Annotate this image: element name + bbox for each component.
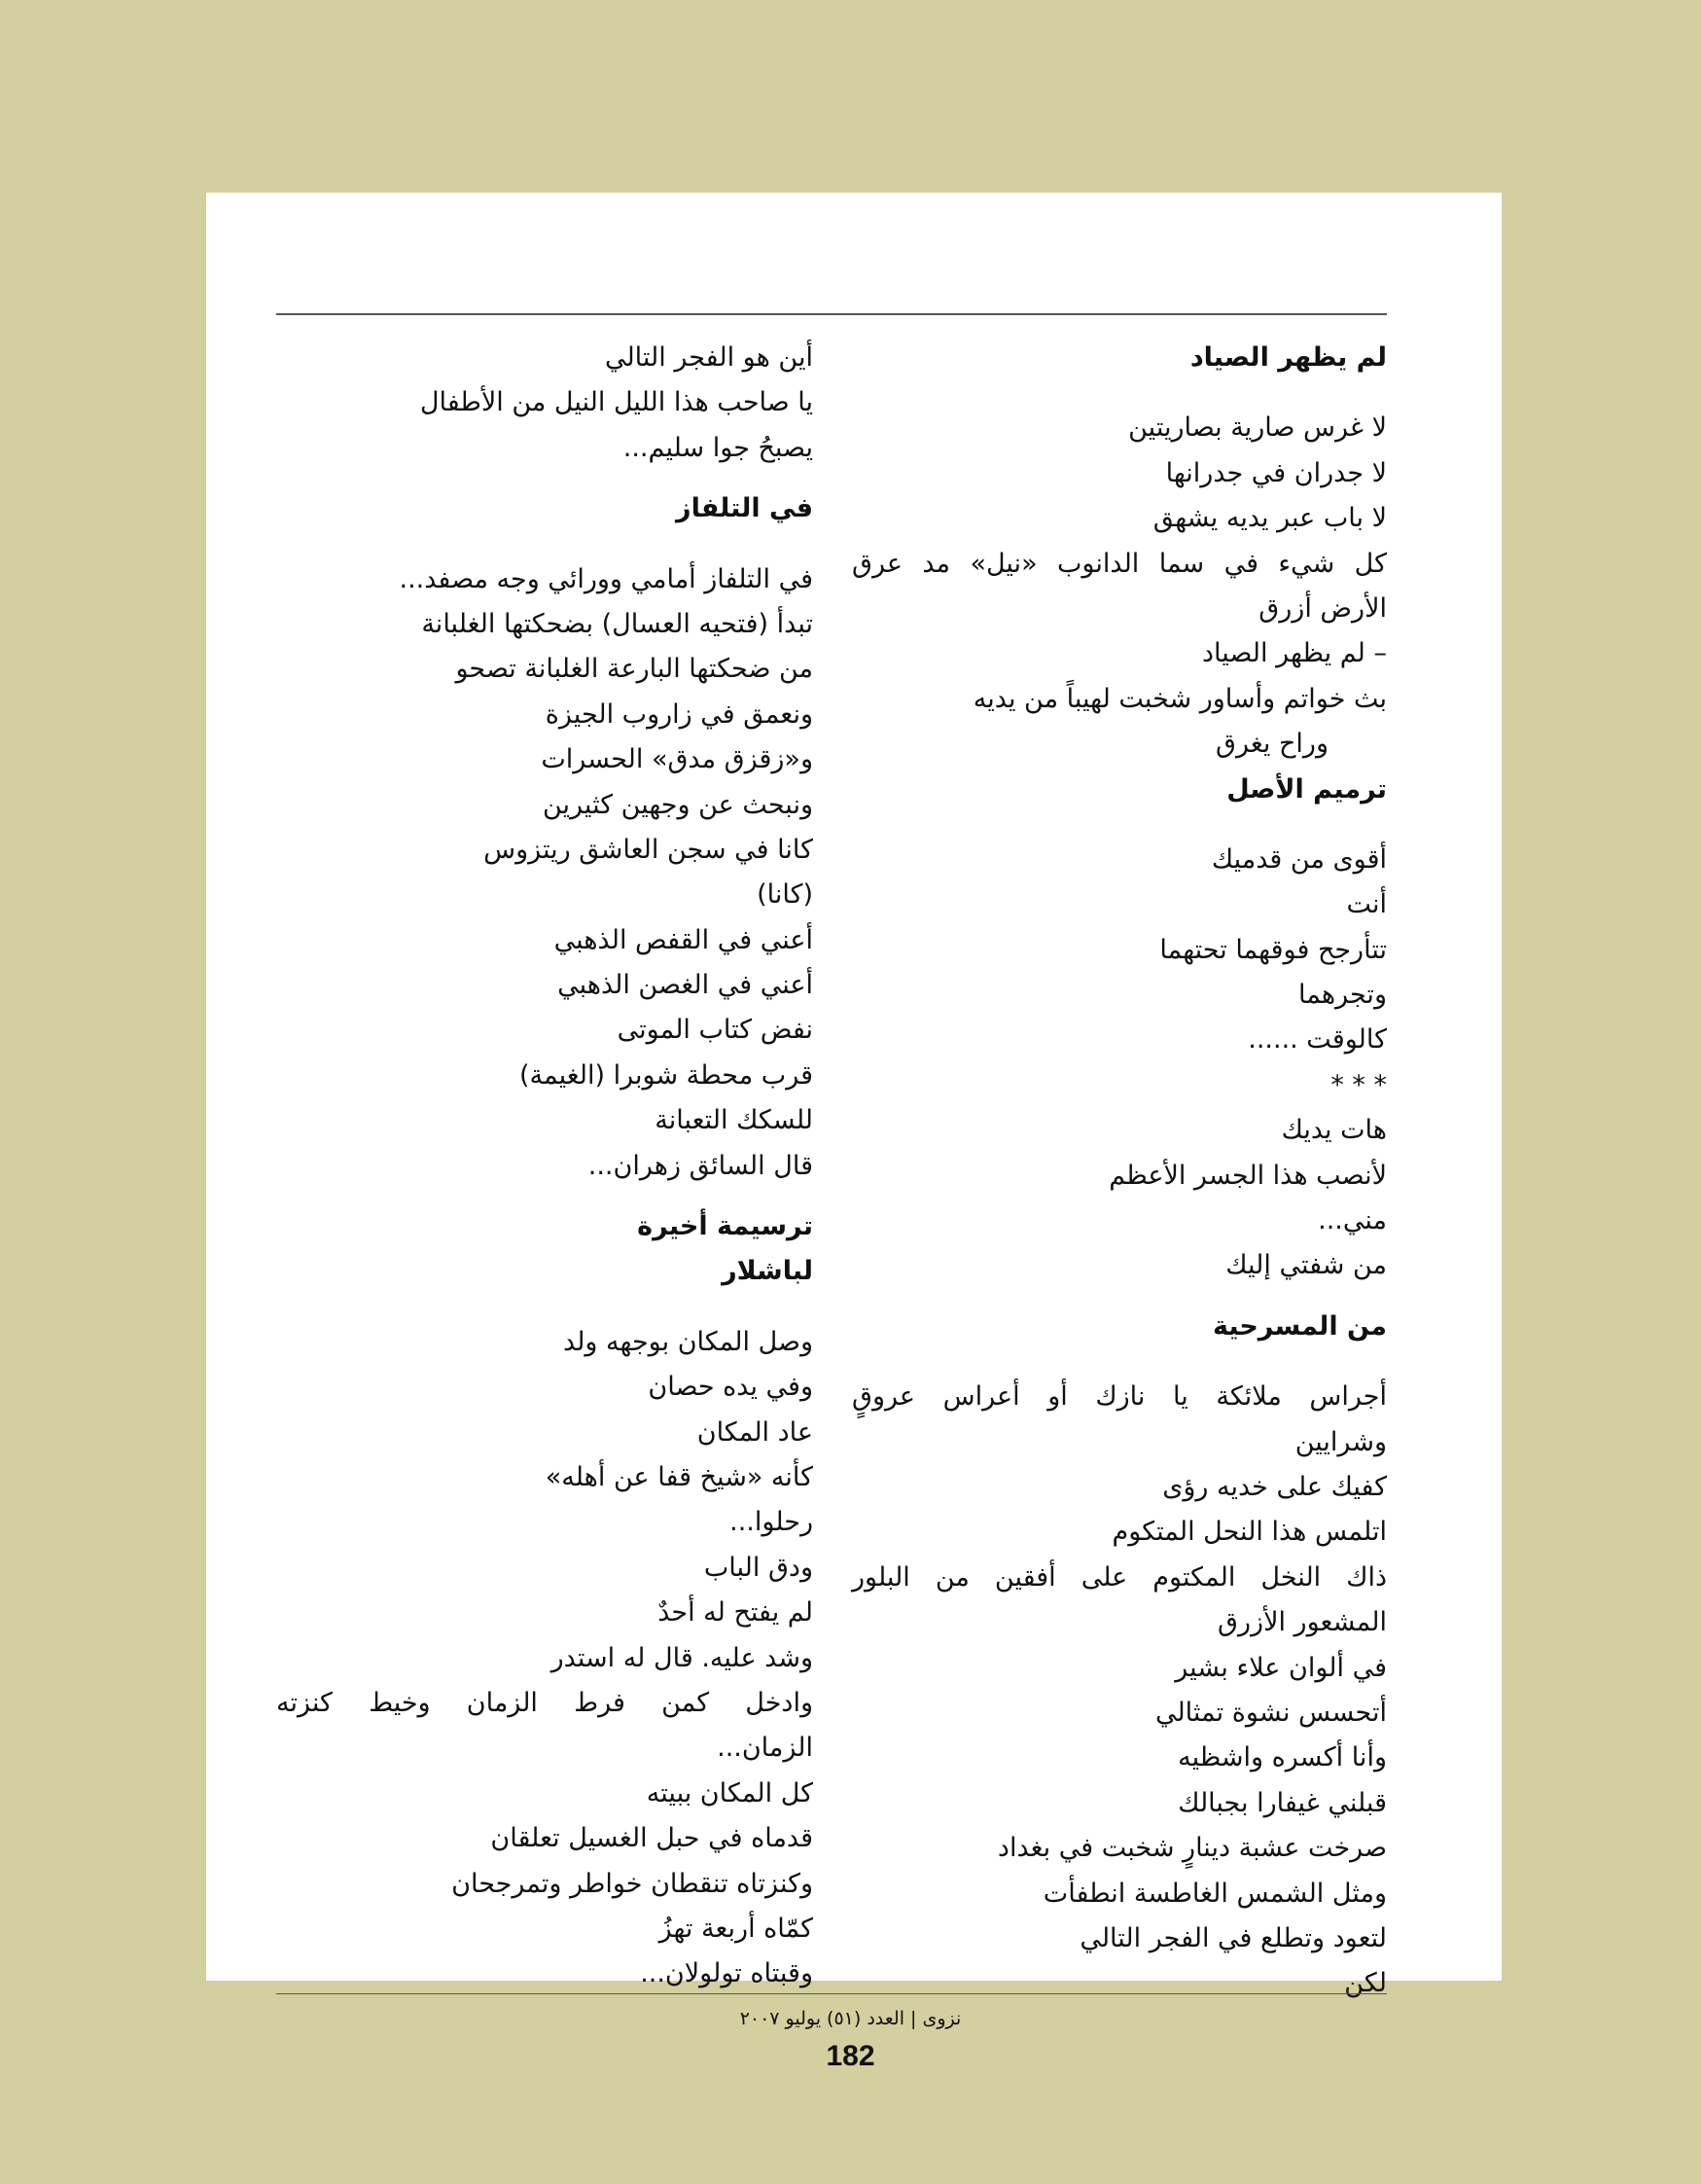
poem-line: أنت [1346,889,1387,920]
poem-line: كانا في سجن العاشق ريتزوس [483,834,813,865]
poem-line: كأنه «شيخ قفا عن أهله» [545,1461,813,1492]
poem-line: لا جدران في جدرانها [1165,457,1387,488]
poem-line: أعني في الغصن الذهبي [557,970,813,1001]
poem-line: ومثل الشمس الغاطسة انطفأت [1043,1878,1387,1909]
left-column [276,336,813,1997]
poem-line: وكنزتاه تنقطان خواطر وتمرجحان [451,1868,813,1899]
poem-line: أقوى من قدميك [1211,843,1387,875]
poem-line: بث خواتم وأساور شخبت لهيباً من يديه [973,683,1387,714]
poem-line: كل المكان ببيته [646,1777,813,1808]
poem-line: في التلفاز أمامي وورائي وجه مصفد... [399,563,813,594]
poem-line: وشد عليه. قال له استدر [550,1642,813,1673]
spacer [276,1295,813,1320]
poem-line: ونعمق في زاروب الجيزة [545,698,813,730]
poem-line: قرب محطة شوبرا (الغيمة) [518,1059,813,1091]
poem-line: كمّاه أربعة تهزُ [658,1913,813,1944]
right-column [852,336,1387,2007]
poem-line: ونبحث عن وجهين كثيرين [542,789,813,820]
poem-line: الأرض أزرق [1258,592,1387,624]
poem-line: وراح يغرق [1216,729,1329,760]
spacer [852,1349,1387,1375]
poem-line: نفض كتاب الموتى [617,1015,813,1046]
poem-line: * * * [1330,1069,1387,1100]
poem-line: و«زقزق مدق» الحسرات [541,744,813,775]
poem-line: لا باب عبر يديه يشهق [1152,503,1387,534]
poem-line: في ألوان علاء بشير [1175,1652,1387,1683]
poem-line: هات يديك [1281,1115,1387,1146]
spacer [276,532,813,557]
poem-line: مني... [1318,1205,1387,1236]
poem-line: تبدأ (فتحيه العسال) بضحكتها الغلبانة [421,608,813,639]
poem-line: ذاك النخل المكتوم على أفقين من البلور [852,1561,1387,1593]
poem-line: يصبحُ جوا سليم... [622,432,813,463]
spacer [852,1289,1387,1305]
poem-line: رحلوا... [729,1507,813,1538]
bottom-divider [276,1993,1387,1994]
poem-line: لأنصب هذا الجسر الأعظم [1109,1160,1387,1191]
poem-heading: لباشلار [722,1256,813,1287]
spacer [276,471,813,486]
poem-line: كفيك على خديه رؤى [1162,1471,1387,1502]
poem-heading: في التلفاز [676,493,813,524]
spacer [276,1189,813,1204]
poem-line: لا غرس صارية بصاريتين [1128,412,1387,444]
poem-line: من شفتي إليك [1225,1250,1387,1281]
spacer [852,812,1387,838]
poem-line: كالوقت ...... [1248,1024,1387,1056]
poem-line: أعني في القفص الذهبي [553,924,813,955]
poem-line: وشرايين [1294,1426,1387,1457]
poem-line: الزمان... [717,1733,813,1764]
poem-line: وصل المكان بوجهه ولد [563,1326,813,1357]
poem-line: وقبتاه تولولان... [640,1958,813,1989]
poem-line: قال السائق زهران... [587,1150,813,1181]
poem-line: قبلني غيفارا بجبالك [1178,1787,1387,1818]
poem-line: من ضحكتها البارعة الغلبانة تصحو [455,654,813,685]
spacer [852,380,1387,406]
poem-line: اتلمس هذا النحل المتكوم [1112,1517,1387,1548]
poem-line: وفي يده حصان [648,1372,813,1403]
poem-heading: ترميم الأصل [1226,773,1387,805]
poem-line: قدماه في حبل الغسيل تعلقان [490,1823,813,1854]
poem-line: يا صاحب هذا الليل النيل من الأطفال [419,387,813,418]
poem-line: وادخل كمن فرط الزمان وخيط كنزته [276,1687,813,1718]
poem-line: لتعود وتطلع في الفجر التالي [1080,1922,1387,1953]
poem-line: عاد المكان [696,1416,813,1448]
poem-heading: لم يظهر الصياد [1189,342,1387,373]
page-number: 182 [826,2040,875,2072]
poem-line: أين هو الفجر التالي [604,342,813,373]
poem-line: لم يفتح له أحدٌ [657,1597,813,1629]
poem-line: أتحسس نشوة تمثالي [1154,1697,1387,1728]
poem-line: صرخت عشبة دينارٍ شخبت في بغداد [997,1833,1387,1864]
poem-line: وأنا أكسره واشظيه [1178,1742,1387,1773]
footer-issue-line: نزوى | العدد (٥١) يوليو ٢٠٠٧ [739,2008,962,2029]
poem-line: ودق الباب [703,1552,813,1583]
poem-line: وتجرهما [1298,980,1387,1011]
poem-line: تتأرجح فوقهما تحتهما [1159,934,1387,965]
poem-line: المشعور الأزرق [1218,1607,1387,1638]
poem-line: – لم يظهر الصياد [1202,638,1387,669]
poem-heading: من المسرحية [1212,1310,1387,1342]
poem-line: للسكك التعبانة [655,1105,813,1136]
poem-line: أجراس ملائكة يا نازك أو أعراس عروقٍ [852,1381,1387,1413]
poem-heading: ترسيمة أخيرة [637,1211,813,1242]
poem-line: (كانا) [757,879,813,911]
top-divider [276,313,1387,315]
poem-line: كل شيء في سما الدانوب «نيل» مد عرق [852,548,1387,579]
poem-line: لكن [1344,1968,1387,1999]
